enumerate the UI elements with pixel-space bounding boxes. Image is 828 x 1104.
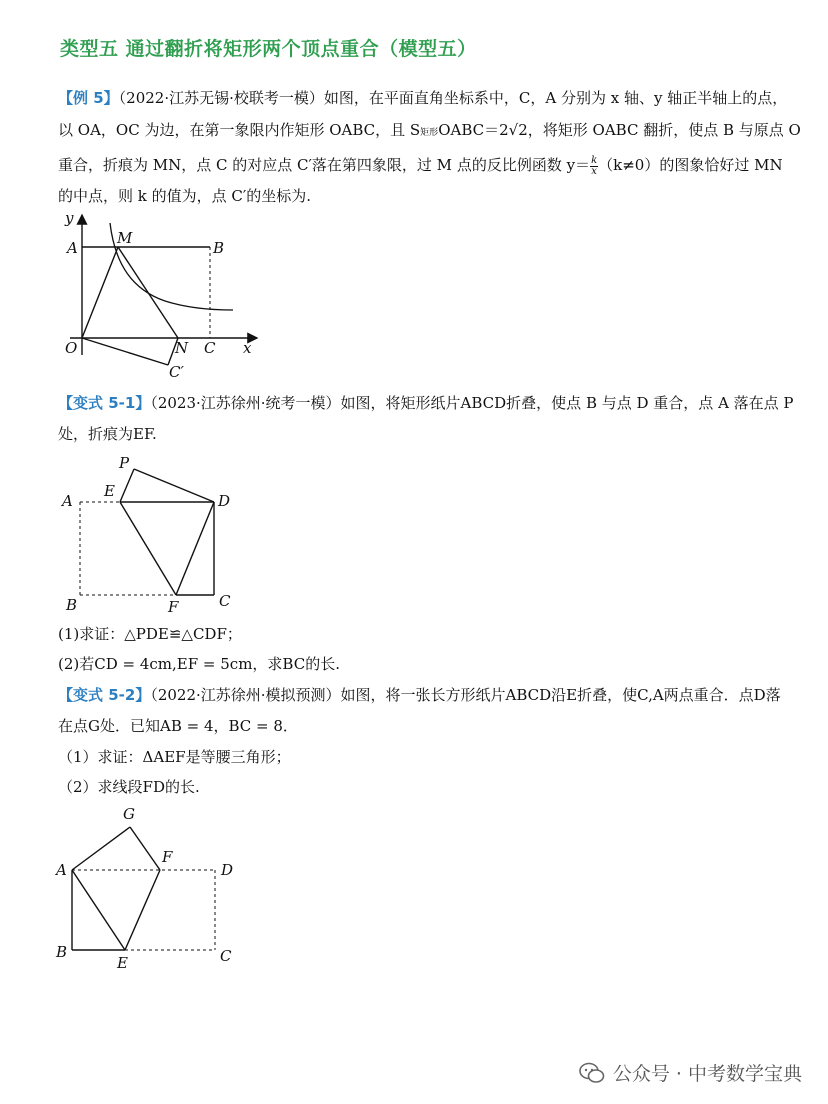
- label-D: D: [221, 861, 234, 879]
- variant5-2-question2: （2）求线段FD的长.: [58, 778, 200, 796]
- label-A: A: [62, 492, 73, 510]
- example5-line4: 的中点，则 k 的值为，点 C′的坐标为.: [58, 187, 312, 205]
- label-E: E: [117, 954, 128, 970]
- segment-EP: [120, 469, 134, 502]
- label-G: G: [123, 805, 135, 823]
- variant5-1-text1: （2023·江苏徐州·统考一模）如图，将矩形纸片ABCD折叠，使点 B 与点 D 重合，点 A 落在点 P: [150, 394, 794, 412]
- example5-text2b: OABC＝2: [438, 121, 509, 139]
- label-E: E: [104, 482, 115, 500]
- label-B: B: [66, 596, 78, 614]
- example5-fraction: $\frac{k}{x}$: [591, 154, 598, 177]
- example5-line3: [58, 155, 783, 177]
- variant5-2-question1: （1）求证：ΔAEF是等腰三角形；: [58, 748, 291, 766]
- label-C: C: [219, 592, 231, 610]
- label-O: O: [65, 339, 78, 357]
- example5-text1: （2022·江苏无锡·校联考一模）如图，在平面直角坐标系中，C，A 分别为 x 轴、y 轴正半轴上的点，: [118, 89, 788, 107]
- label-C: C: [204, 339, 216, 357]
- example5-text2a: 以 OA，OC 为边，在第一象限内作矩形 OABC，且 S: [58, 121, 421, 139]
- segment-EF: [125, 870, 160, 950]
- label-N: N: [175, 339, 189, 357]
- watermark-text: 公众号 · 中考数学宝典: [612, 1063, 802, 1085]
- variant5-2-line1: [58, 685, 781, 705]
- figure-folded-rectangle-1: [58, 450, 248, 616]
- example5-text2c: ，将矩形 OABC 翻折，使点 B 与原点 O: [527, 121, 801, 139]
- label-C-prime: C′: [169, 363, 184, 381]
- label-P: P: [119, 454, 130, 472]
- variant5-2-line2: 在点G处．已知AB = 4，BC = 8．: [58, 717, 298, 735]
- label-C: C: [220, 947, 232, 965]
- label-B: B: [213, 239, 225, 257]
- segment-GF: [130, 827, 160, 870]
- segment-AE: [72, 870, 125, 950]
- variant5-1-question2: (2)若CD = 4cm,EF = 5cm，求BC的长.: [58, 655, 340, 673]
- wechat-icon: [579, 1062, 605, 1084]
- example5-line2: [58, 120, 801, 143]
- segment-OC-prime: [82, 338, 168, 365]
- example5-sqrt: √2: [508, 121, 528, 139]
- example5-tag: 【例 5】: [58, 89, 119, 107]
- label-F: F: [162, 848, 173, 866]
- figure-folded-rectangle-2: [50, 800, 250, 970]
- segment-EF: [120, 502, 176, 595]
- example5-line1: [58, 88, 787, 108]
- segment-PD: [134, 469, 214, 502]
- label-M: M: [117, 229, 133, 247]
- figure-coordinate-rectangle: [55, 205, 275, 383]
- label-A: A: [67, 239, 78, 257]
- variant5-1-line2: 处，折痕为EF.: [58, 425, 157, 443]
- variant5-1-line1: [58, 393, 794, 413]
- segment-OM: [82, 247, 118, 338]
- watermark: [579, 1059, 802, 1086]
- variant5-2-tag: 【变式 5-2】: [58, 686, 151, 704]
- variant5-1-tag: 【变式 5-1】: [58, 394, 151, 412]
- variant5-2-text1: （2022·江苏徐州·模拟预测）如图，将一张长方形纸片ABCD沿E折叠，使C,A两点重合．点D落: [150, 686, 781, 704]
- variant5-1-question1: (1)求证：△PDE≌△CDF；: [58, 625, 242, 643]
- label-A: A: [56, 861, 67, 879]
- label-F: F: [168, 598, 179, 616]
- label-x: x: [243, 339, 252, 357]
- label-y: y: [65, 209, 74, 227]
- section-title: 类型五 通过翻折将矩形两个顶点重合（模型五）: [60, 38, 477, 60]
- example5-text3b: （k≠0）的图象恰好过 MN: [598, 156, 783, 174]
- segment-FD: [176, 502, 214, 595]
- segment-AG: [72, 827, 130, 870]
- example5-text3a: 重合，折痕为 MN，点 C 的对应点 C′落在第四象限，过 M 点的反比例函数 y＝: [58, 156, 591, 174]
- label-B: B: [56, 943, 68, 961]
- label-D: D: [218, 492, 231, 510]
- example5-subscript: 矩形: [420, 128, 439, 138]
